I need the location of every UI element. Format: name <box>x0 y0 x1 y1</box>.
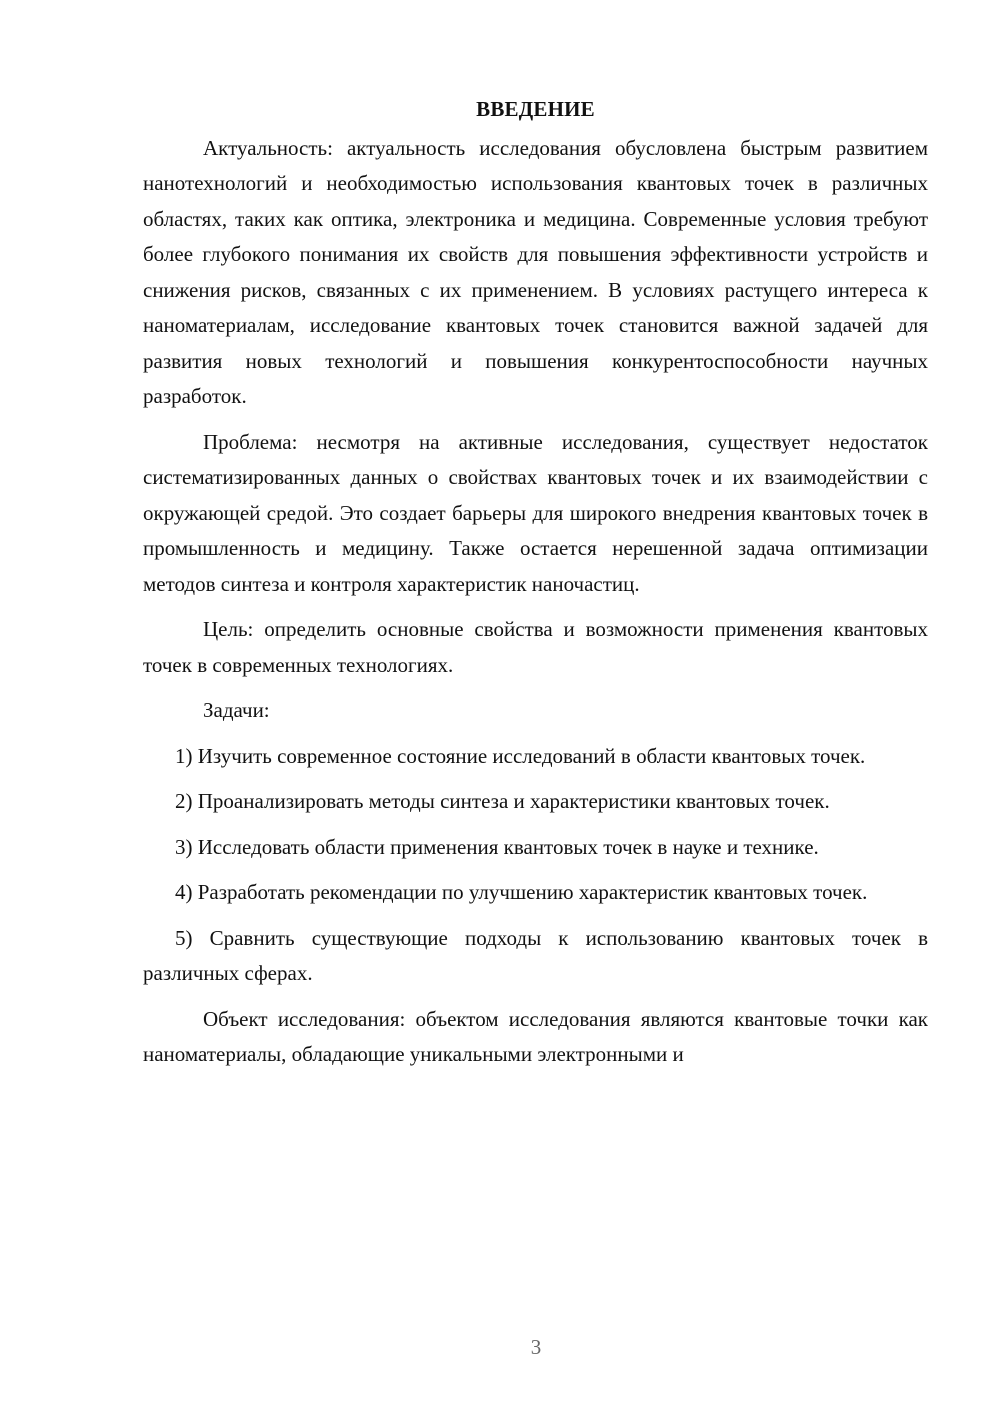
relevance-paragraph: Актуальность: актуальность исследования обусловлена быстрым развитием нанотехнологий и необходимостью использования квантовых точек в различных областях, таких как оптика, электроника и медицина. Современные условия требуют более глубокого понимания их свойств для повышения эффективности устройств и снижения рисков, связанных с их применением. В условиях растущего интереса к наноматериалам, исследование квантовых точек становится важной задачей для развития новых технологий и повышения конкурентоспособности научных разработок. <box>143 135 928 408</box>
task-item: 1) Изучить современное состояние исследований в области квантовых точек. <box>175 743 866 768</box>
problem-paragraph: Проблема: несмотря на активные исследования, существует недостаток систематизированных данных о свойствах квантовых точек и их взаимодействии с окружающей средой. Это создает барьеры для широкого внедрения квантовых точек в промышленность и медицину. Также остается нерешенной задача оптимизации методов синтеза и контроля характеристик наночастиц. <box>143 429 928 596</box>
page-content <box>143 92 928 1083</box>
task-item: 5) Сравнить существующие подходы к использованию квантовых точек в различных сферах. <box>143 925 928 985</box>
task-item: 4) Разработать рекомендации по улучшению характеристик квантовых точек. <box>175 880 868 904</box>
research-object-paragraph: Объект исследования: объектом исследования являются квантовые точки как наноматериалы, обладающие уникальными электронными и <box>143 1006 928 1066</box>
task-item: 3) Исследовать области применения квантовых точек в науке и технике. <box>175 834 819 859</box>
page-number: 3 <box>530 1335 542 1359</box>
section-title: ВВЕДЕНИЕ <box>476 97 595 121</box>
tasks-list <box>143 739 928 992</box>
goal-paragraph: Цель: определить основные свойства и возможности применения квантовых точек в современных технологиях. <box>143 617 928 677</box>
task-item: 2) Проанализировать методы синтеза и характеристики квантовых точек. <box>175 789 830 813</box>
tasks-heading: Задачи: <box>203 698 270 722</box>
